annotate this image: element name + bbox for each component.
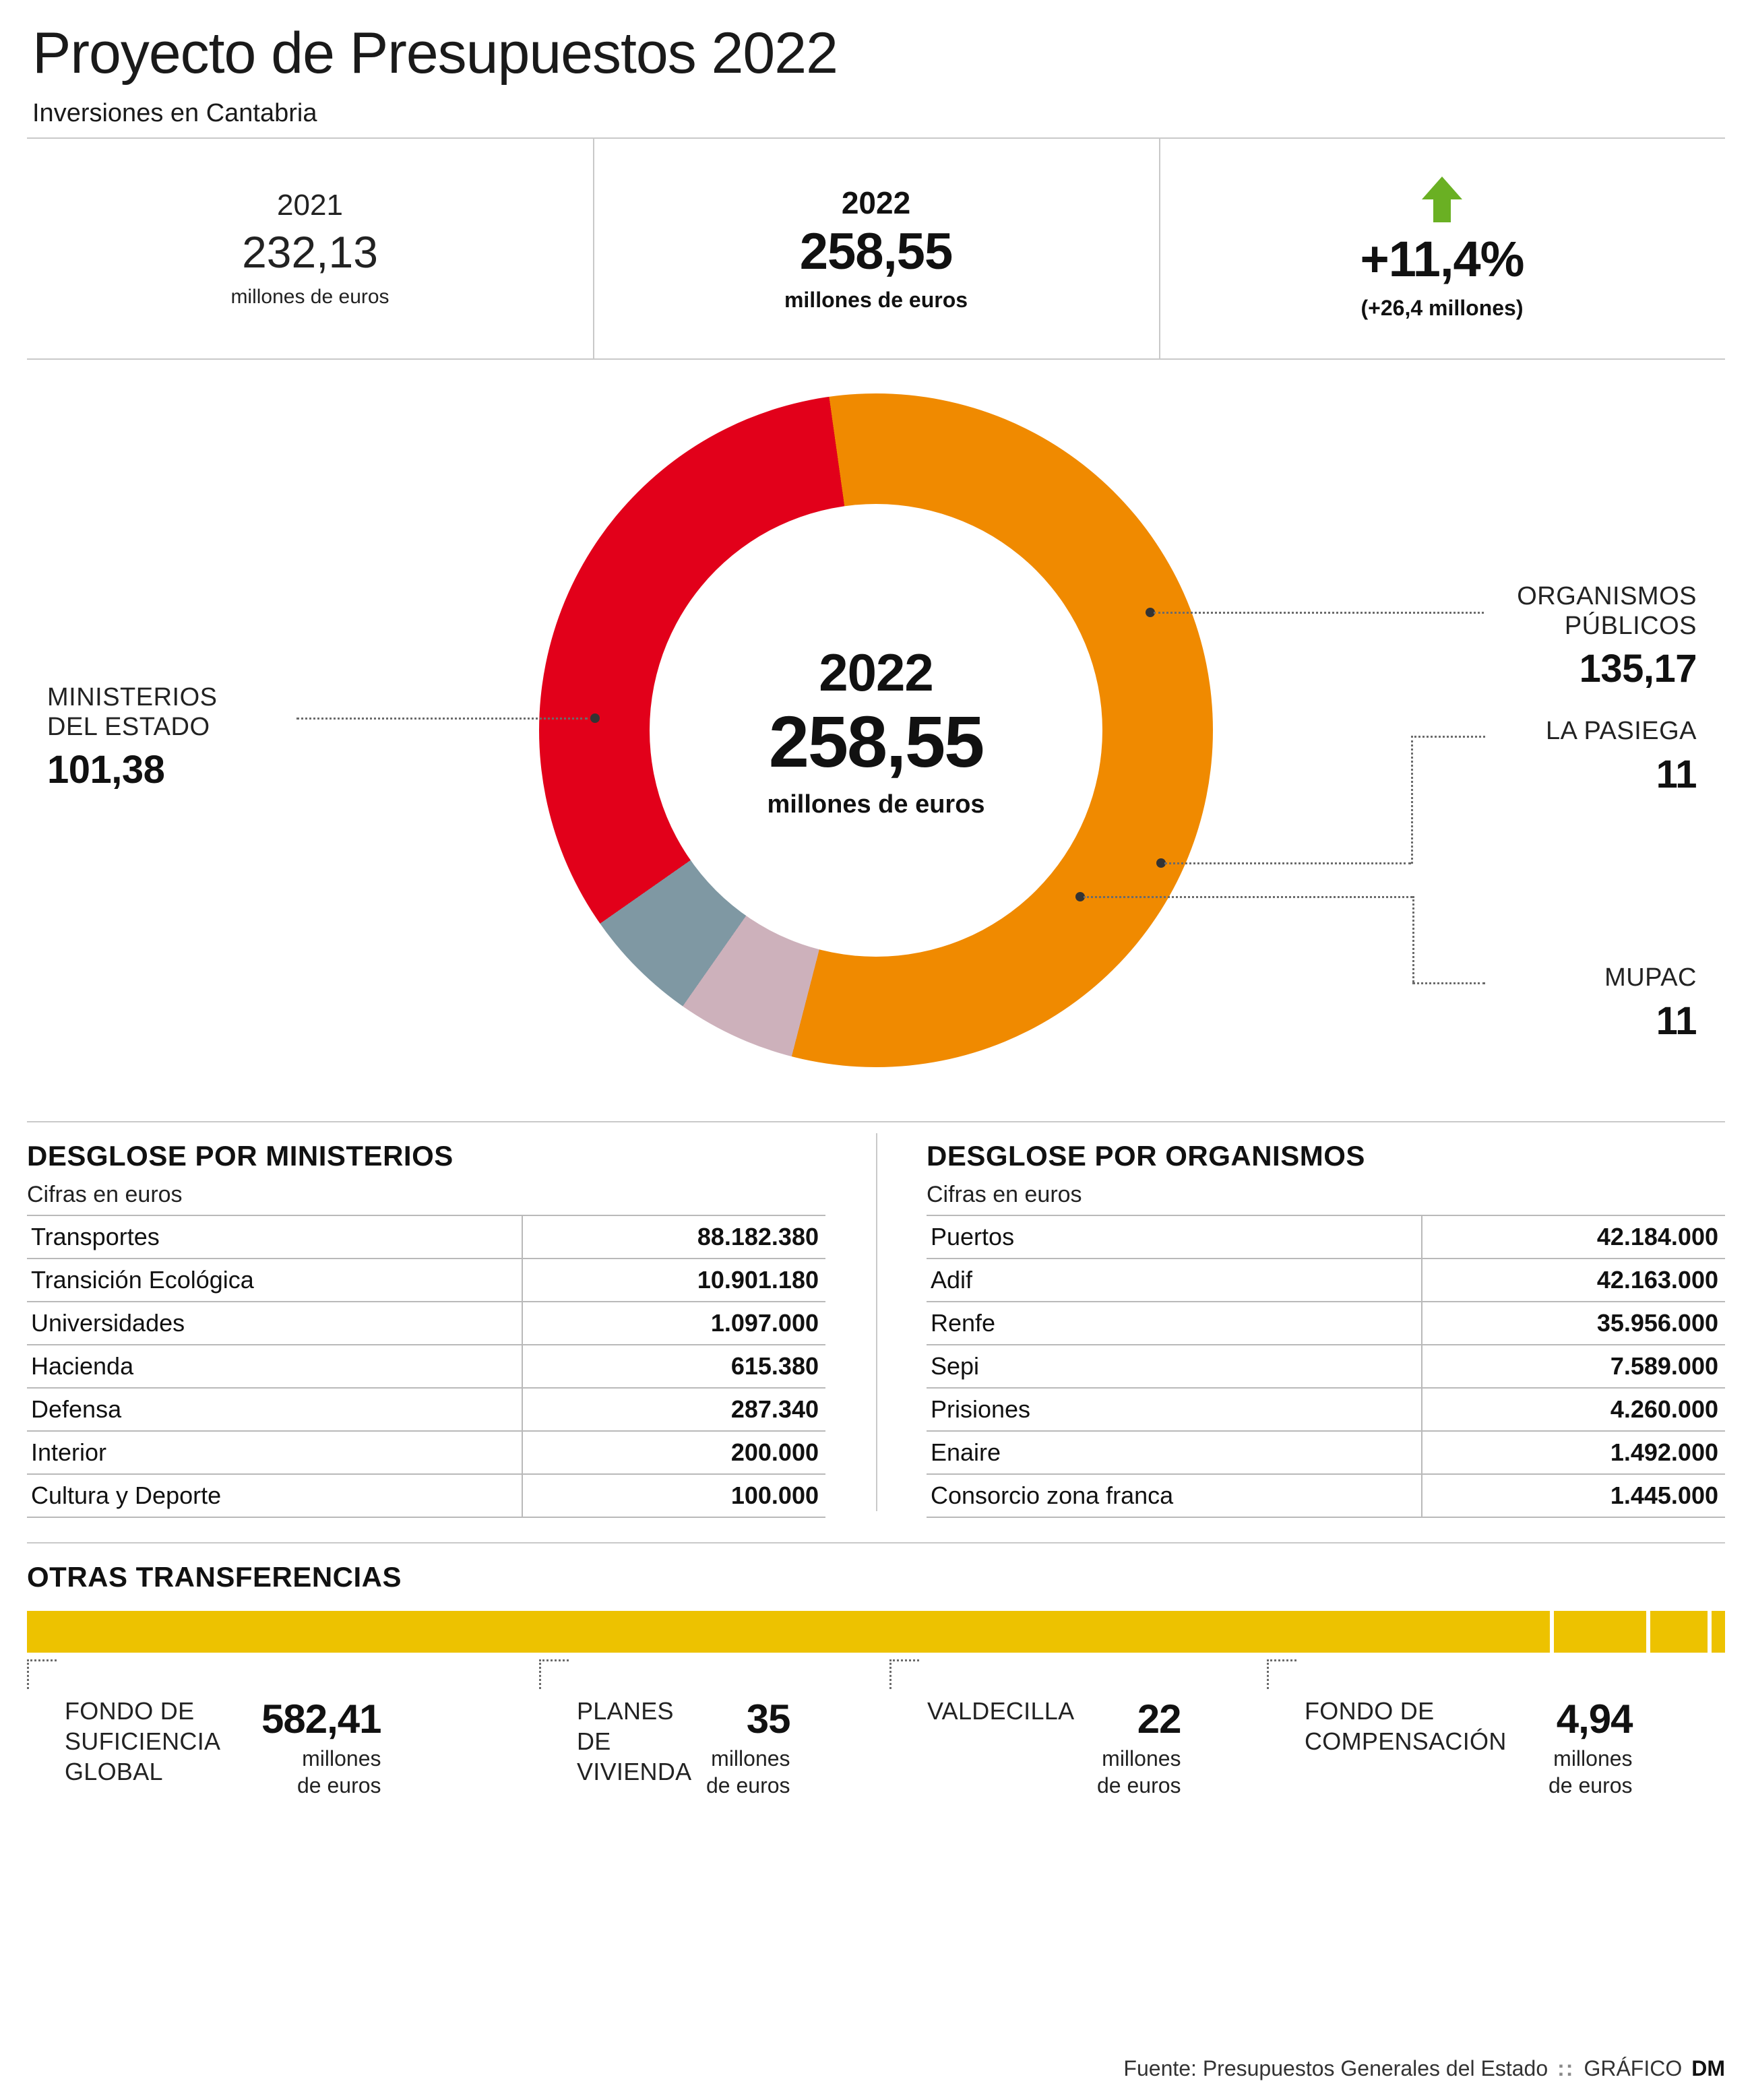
cell-value: 35.956.000 bbox=[1422, 1302, 1725, 1345]
cell-value: 287.340 bbox=[522, 1388, 825, 1431]
cell-value: 200.000 bbox=[522, 1431, 825, 1474]
legend-name-line2: COMPENSACIÓN bbox=[1305, 1727, 1507, 1755]
table-row bbox=[927, 1215, 1725, 1259]
cell-name: Defensa bbox=[27, 1388, 522, 1431]
otras-bar bbox=[27, 1611, 1725, 1653]
table-row bbox=[27, 1388, 825, 1431]
legend-unit-line1: millones bbox=[302, 1746, 381, 1771]
table-row bbox=[927, 1431, 1725, 1474]
footer-source: Fuente: Presupuestos Generales del Estado bbox=[1123, 2056, 1548, 2080]
summary-2022-unit: millones de euros bbox=[784, 288, 968, 312]
bar-segment-fondo-compensacion bbox=[1712, 1611, 1725, 1653]
label-ministerios bbox=[47, 683, 218, 792]
donut-center-unit: millones de euros bbox=[767, 790, 985, 819]
table-row bbox=[927, 1345, 1725, 1388]
label-mupac-name: MUPAC bbox=[1604, 963, 1697, 992]
label-organismos-line2: PÚBLICOS bbox=[1564, 611, 1697, 640]
donut-chart bbox=[539, 393, 1213, 1067]
table-row bbox=[927, 1259, 1725, 1302]
bar-segment-planes-vivienda bbox=[1554, 1611, 1646, 1653]
cell-value: 88.182.380 bbox=[522, 1215, 825, 1259]
legend-name-line1: PLANES bbox=[577, 1697, 674, 1725]
legend-connector bbox=[1267, 1659, 1269, 1689]
label-mupac bbox=[1604, 963, 1697, 1044]
label-organismos bbox=[1517, 582, 1697, 691]
cell-name: Prisiones bbox=[927, 1388, 1422, 1431]
footer bbox=[1123, 2056, 1725, 2081]
legend-connector-hook bbox=[1267, 1659, 1296, 1661]
legend-value: 22 bbox=[1137, 1696, 1181, 1742]
summary-2021-label: 2021 bbox=[277, 189, 343, 222]
legend-connector bbox=[889, 1659, 891, 1689]
breakdown-tables bbox=[27, 1121, 1725, 1518]
donut-chart-area bbox=[27, 360, 1725, 1121]
label-ministerios-line1: MINISTERIOS bbox=[47, 683, 218, 711]
table-organismos-subtitle: Cifras en euros bbox=[927, 1182, 1082, 1207]
cell-name: Cultura y Deporte bbox=[27, 1474, 522, 1517]
summary-bar bbox=[27, 137, 1725, 360]
summary-2022 bbox=[593, 139, 1159, 358]
cell-value: 100.000 bbox=[522, 1474, 825, 1517]
legend-connector-hook bbox=[27, 1659, 57, 1661]
legend-name-line2: SUFICIENCIA bbox=[65, 1727, 221, 1755]
summary-2022-value: 258,55 bbox=[799, 223, 953, 280]
leader-line-pasiega-h bbox=[1164, 862, 1411, 864]
arrow-up-icon bbox=[1422, 177, 1462, 199]
leader-line-pasiega-v bbox=[1411, 736, 1413, 864]
bar-segment-valdecilla bbox=[1650, 1611, 1708, 1653]
summary-2022-label: 2022 bbox=[841, 185, 911, 220]
legend-name-line2: DE bbox=[577, 1727, 611, 1755]
legend-item-fondo-suficiencia bbox=[27, 1659, 539, 1799]
legend-name-line3: VIVIENDA bbox=[577, 1758, 692, 1785]
cell-value: 1.492.000 bbox=[1422, 1431, 1725, 1474]
cell-name: Transición Ecológica bbox=[27, 1259, 522, 1302]
legend-name-line3: GLOBAL bbox=[65, 1758, 163, 1785]
cell-value: 4.260.000 bbox=[1422, 1388, 1725, 1431]
footer-separator-icon: :: bbox=[1557, 2056, 1575, 2080]
legend-connector-hook bbox=[539, 1659, 569, 1661]
table-row bbox=[27, 1215, 825, 1259]
cell-name: Adif bbox=[927, 1259, 1422, 1302]
legend-unit-line2: de euros bbox=[296, 1773, 381, 1797]
label-organismos-value: 135,17 bbox=[1579, 647, 1697, 691]
summary-2021 bbox=[27, 139, 593, 358]
leader-line-pasiega-h2 bbox=[1411, 736, 1485, 738]
legend-unit-line1: millones bbox=[711, 1746, 790, 1771]
donut-center-year: 2022 bbox=[819, 642, 933, 702]
legend-connector-hook bbox=[889, 1659, 919, 1661]
table-ministerios bbox=[27, 1140, 873, 1518]
legend-item-planes-vivienda bbox=[539, 1659, 889, 1799]
legend-item-fondo-compensacion bbox=[1267, 1659, 1725, 1799]
legend-unit-line1: millones bbox=[1102, 1746, 1181, 1771]
legend-value: 4,94 bbox=[1556, 1696, 1633, 1742]
legend-unit-line2: de euros bbox=[706, 1773, 790, 1797]
legend-connector bbox=[27, 1659, 29, 1689]
label-organismos-line1: ORGANISMOS bbox=[1517, 582, 1697, 610]
leader-line-organismos bbox=[1154, 612, 1484, 614]
table-row bbox=[27, 1431, 825, 1474]
cell-name: Renfe bbox=[927, 1302, 1422, 1345]
otras-transferencias-section bbox=[27, 1542, 1725, 1799]
cell-name: Puertos bbox=[927, 1215, 1422, 1259]
leader-dot-ministerios bbox=[590, 713, 600, 723]
table-row bbox=[27, 1474, 825, 1517]
cell-value: 1.445.000 bbox=[1422, 1474, 1725, 1517]
summary-2021-unit: millones de euros bbox=[230, 286, 389, 308]
label-la-pasiega-value: 11 bbox=[1656, 752, 1697, 796]
otras-legend bbox=[27, 1659, 1725, 1799]
label-ministerios-value: 101,38 bbox=[47, 748, 165, 792]
leader-line-ministerios bbox=[296, 718, 588, 720]
ministerios-table bbox=[27, 1215, 825, 1518]
change-absolute: (+26,4 millones) bbox=[1360, 296, 1524, 320]
table-row bbox=[27, 1345, 825, 1388]
cell-name: Sepi bbox=[927, 1345, 1422, 1388]
leader-line-mupac-h2 bbox=[1412, 982, 1485, 984]
legend-unit-line1: millones bbox=[1553, 1746, 1633, 1771]
cell-name: Interior bbox=[27, 1431, 522, 1474]
legend-value: 35 bbox=[746, 1696, 790, 1742]
label-la-pasiega bbox=[1546, 717, 1697, 797]
page-subtitle: Inversiones en Cantabria bbox=[32, 99, 317, 127]
organismos-table bbox=[927, 1215, 1725, 1518]
otras-title: OTRAS TRANSFERENCIAS bbox=[27, 1561, 402, 1593]
cell-value: 42.184.000 bbox=[1422, 1215, 1725, 1259]
cell-name: Hacienda bbox=[27, 1345, 522, 1388]
cell-value: 7.589.000 bbox=[1422, 1345, 1725, 1388]
donut-center-value: 258,55 bbox=[768, 700, 984, 782]
cell-value: 10.901.180 bbox=[522, 1259, 825, 1302]
footer-credit: GRÁFICO bbox=[1584, 2056, 1683, 2080]
legend-name-line1: FONDO DE bbox=[1305, 1697, 1435, 1725]
page-title: Proyecto de Presupuestos 2022 bbox=[32, 21, 838, 86]
leader-line-mupac-h bbox=[1084, 896, 1412, 898]
legend-name-line1: VALDECILLA bbox=[927, 1697, 1075, 1725]
table-organismos-title: DESGLOSE POR ORGANISMOS bbox=[927, 1140, 1365, 1172]
cell-value: 42.163.000 bbox=[1422, 1259, 1725, 1302]
label-la-pasiega-name: LA PASIEGA bbox=[1546, 717, 1697, 745]
cell-value: 615.380 bbox=[522, 1345, 825, 1388]
legend-item-valdecilla bbox=[889, 1659, 1267, 1799]
legend-unit-line2: de euros bbox=[1548, 1773, 1633, 1797]
cell-name: Consorcio zona franca bbox=[927, 1474, 1422, 1517]
legend-name-line1: FONDO DE bbox=[65, 1697, 195, 1725]
cell-name: Transportes bbox=[27, 1215, 522, 1259]
cell-name: Universidades bbox=[27, 1302, 522, 1345]
donut-center bbox=[650, 504, 1102, 957]
bar-segment-fondo-suficiencia bbox=[27, 1611, 1550, 1653]
leader-line-mupac-v bbox=[1412, 896, 1414, 982]
arrow-up-stem-icon bbox=[1433, 199, 1451, 222]
summary-change bbox=[1159, 139, 1725, 358]
change-percent: +11,4% bbox=[1360, 231, 1524, 287]
legend-connector bbox=[539, 1659, 541, 1689]
table-ministerios-title: DESGLOSE POR MINISTERIOS bbox=[27, 1140, 453, 1172]
label-ministerios-line2: DEL ESTADO bbox=[47, 712, 210, 741]
table-row bbox=[927, 1388, 1725, 1431]
table-row bbox=[27, 1259, 825, 1302]
summary-2021-value: 232,13 bbox=[242, 227, 378, 277]
cell-value: 1.097.000 bbox=[522, 1302, 825, 1345]
table-row bbox=[27, 1302, 825, 1345]
table-organismos bbox=[873, 1140, 1725, 1518]
legend-value: 582,41 bbox=[261, 1696, 381, 1742]
table-row bbox=[927, 1474, 1725, 1517]
footer-brand: DM bbox=[1691, 2056, 1725, 2080]
cell-name: Enaire bbox=[927, 1431, 1422, 1474]
legend-unit-line2: de euros bbox=[1097, 1773, 1181, 1797]
table-row bbox=[927, 1302, 1725, 1345]
table-ministerios-subtitle: Cifras en euros bbox=[27, 1182, 183, 1207]
label-mupac-value: 11 bbox=[1656, 998, 1697, 1043]
